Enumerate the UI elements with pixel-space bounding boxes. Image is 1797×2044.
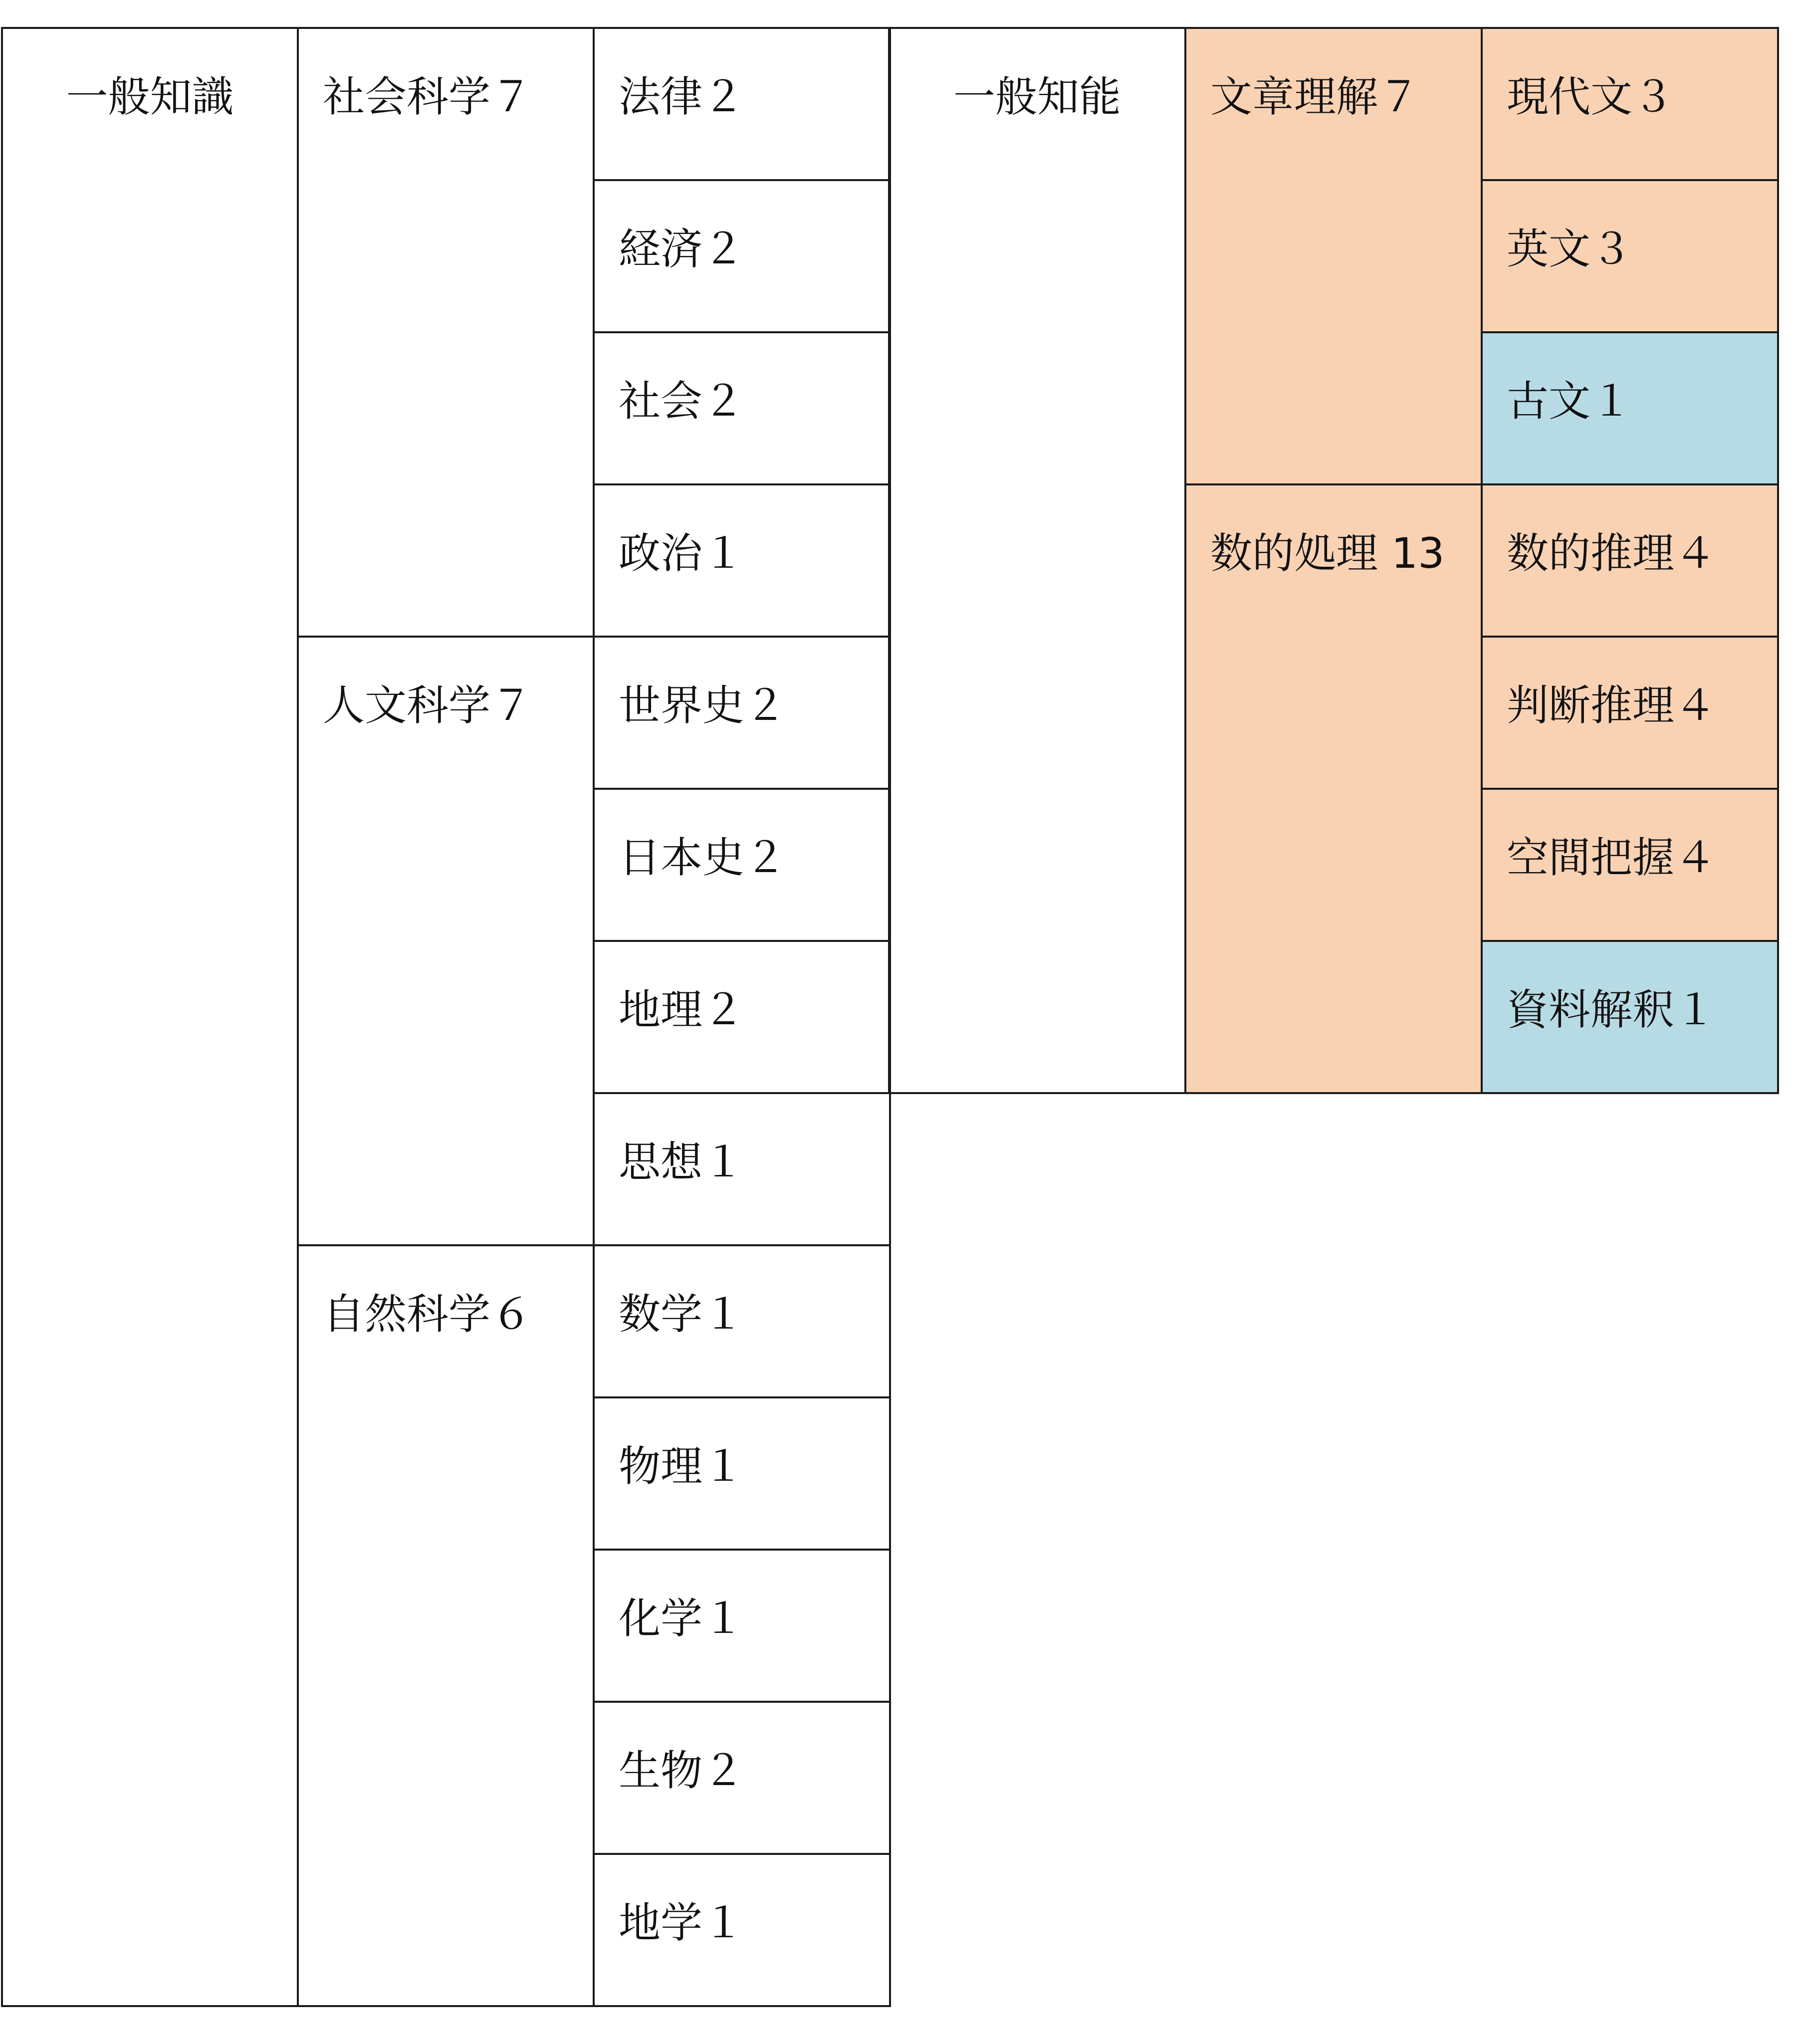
item-cell: 物理１ xyxy=(594,1397,890,1550)
root-cell-general-knowledge: 一般知識 xyxy=(2,28,298,2006)
item-cell: 政治１ xyxy=(594,484,890,637)
group-cell-humanities: 人文科学７ xyxy=(298,637,594,1245)
item-cell: 経済２ xyxy=(594,180,890,332)
item-cell: 数学１ xyxy=(594,1245,890,1397)
item-cell: 英文３ xyxy=(1482,180,1778,332)
item-cell: 現代文３ xyxy=(1482,28,1778,180)
item-cell: 法律２ xyxy=(594,28,890,180)
item-cell: 判断推理４ xyxy=(1482,637,1778,789)
item-cell: 社会２ xyxy=(594,332,890,484)
item-cell: 地学１ xyxy=(594,1854,890,2006)
general-knowledge-table xyxy=(1,27,891,2007)
item-cell: 日本史２ xyxy=(594,789,890,941)
item-cell: 世界史２ xyxy=(594,637,890,789)
table-row xyxy=(2,28,890,180)
root-cell-general-intelligence: 一般知能 xyxy=(889,28,1185,1093)
item-cell: 空間把握４ xyxy=(1482,789,1778,941)
item-cell: 化学１ xyxy=(594,1550,890,1702)
table-row xyxy=(889,28,1778,180)
group-cell-natural-science: 自然科学６ xyxy=(298,1245,594,2006)
item-cell: 生物２ xyxy=(594,1702,890,1854)
item-cell: 古文１ xyxy=(1482,332,1778,484)
item-cell: 思想１ xyxy=(594,1093,890,1245)
group-cell-reading-comprehension: 文章理解７ xyxy=(1185,28,1482,484)
group-cell-numerical-processing: 数的処理 13 xyxy=(1185,484,1482,1093)
group-cell-social-science: 社会科学７ xyxy=(298,28,594,637)
general-intelligence-table xyxy=(888,27,1779,1094)
item-cell: 地理２ xyxy=(594,941,890,1093)
item-cell: 資料解釈１ xyxy=(1482,941,1778,1093)
item-cell: 数的推理４ xyxy=(1482,484,1778,637)
